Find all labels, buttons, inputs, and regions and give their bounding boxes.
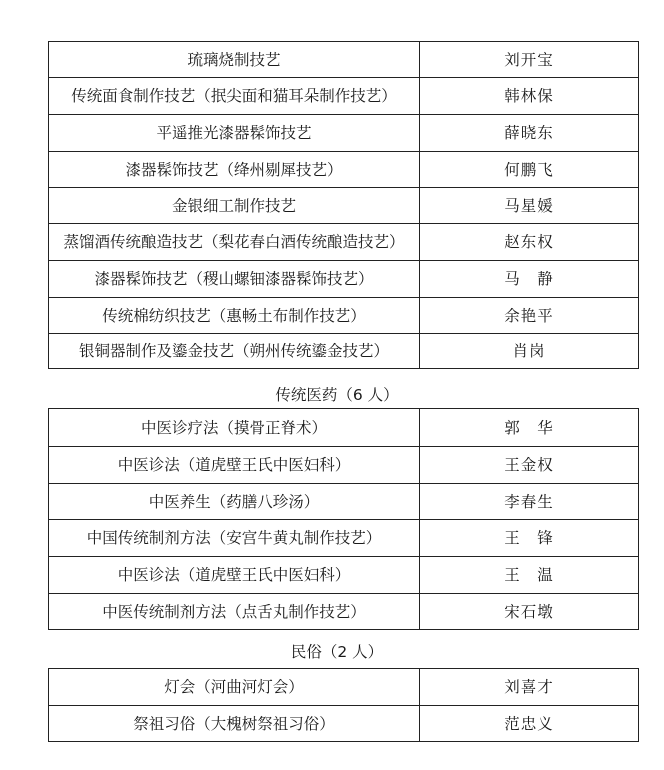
inheritor-name-cell: 宋石墩 bbox=[420, 594, 639, 630]
table-row bbox=[49, 594, 639, 630]
table-row bbox=[49, 334, 639, 369]
table-row bbox=[49, 188, 639, 224]
inheritor-name-cell: 薛晓东 bbox=[420, 115, 639, 152]
table-row bbox=[49, 484, 639, 520]
inheritor-name-cell: 余艳平 bbox=[420, 298, 639, 334]
table-row bbox=[49, 520, 639, 557]
item-cell: 传统面食制作技艺（抿尖面和猫耳朵制作技艺） bbox=[49, 78, 420, 115]
item-cell: 平遥推光漆器髹饰技艺 bbox=[49, 115, 420, 152]
item-cell: 琉璃烧制技艺 bbox=[49, 42, 420, 78]
item-cell: 漆器髹饰技艺（绛州剔犀技艺） bbox=[49, 152, 420, 188]
inheritor-name-cell: 王 锋 bbox=[420, 520, 639, 557]
inheritor-name-cell: 郭 华 bbox=[420, 409, 639, 447]
table-row bbox=[49, 706, 639, 742]
table-row bbox=[49, 261, 639, 298]
inheritor-name-cell: 李春生 bbox=[420, 484, 639, 520]
table-row bbox=[49, 298, 639, 334]
inheritor-name-cell: 韩林保 bbox=[420, 78, 639, 115]
inheritor-name-cell: 刘喜才 bbox=[420, 669, 639, 706]
item-cell: 蒸馏酒传统酿造技艺（梨花春白酒传统酿造技艺） bbox=[49, 224, 420, 261]
item-cell: 银铜器制作及鎏金技艺（朔州传统鎏金技艺） bbox=[49, 334, 420, 369]
medicine-table bbox=[48, 408, 639, 630]
table-row bbox=[49, 115, 639, 152]
inheritor-name-cell: 赵东权 bbox=[420, 224, 639, 261]
inheritor-name-cell: 马 静 bbox=[420, 261, 639, 298]
table-row bbox=[49, 78, 639, 115]
table-row bbox=[49, 447, 639, 484]
inheritor-name-cell: 马星媛 bbox=[420, 188, 639, 224]
table-row bbox=[49, 42, 639, 78]
folk-table bbox=[48, 668, 639, 742]
table-row bbox=[49, 557, 639, 594]
table-row bbox=[49, 152, 639, 188]
crafts-table bbox=[48, 41, 639, 369]
section-title-folk: 民俗（2 人） bbox=[290, 643, 384, 661]
item-cell: 中医诊法（道虎壁王氏中医妇科） bbox=[49, 557, 420, 594]
inheritor-name-cell: 肖岗 bbox=[420, 334, 639, 369]
table-row bbox=[49, 409, 639, 447]
item-cell: 传统棉纺织技艺（惠畅土布制作技艺） bbox=[49, 298, 420, 334]
item-cell: 中国传统制剂方法（安宫牛黄丸制作技艺） bbox=[49, 520, 420, 557]
section-title-medicine: 传统医药（6 人） bbox=[275, 386, 399, 404]
item-cell: 中医诊法（道虎壁王氏中医妇科） bbox=[49, 447, 420, 484]
item-cell: 灯会（河曲河灯会） bbox=[49, 669, 420, 706]
inheritor-name-cell: 何鹏飞 bbox=[420, 152, 639, 188]
inheritor-name-cell: 王 温 bbox=[420, 557, 639, 594]
item-cell: 祭祖习俗（大槐树祭祖习俗） bbox=[49, 706, 420, 742]
inheritor-name-cell: 王金权 bbox=[420, 447, 639, 484]
table-row bbox=[49, 669, 639, 706]
item-cell: 金银细工制作技艺 bbox=[49, 188, 420, 224]
inheritor-name-cell: 范忠义 bbox=[420, 706, 639, 742]
item-cell: 中医养生（药膳八珍汤） bbox=[49, 484, 420, 520]
item-cell: 中医传统制剂方法（点舌丸制作技艺） bbox=[49, 594, 420, 630]
item-cell: 中医诊疗法（摸骨正脊术） bbox=[49, 409, 420, 447]
table-row bbox=[49, 224, 639, 261]
inheritor-name-cell: 刘开宝 bbox=[420, 42, 639, 78]
item-cell: 漆器髹饰技艺（稷山螺钿漆器髹饰技艺） bbox=[49, 261, 420, 298]
